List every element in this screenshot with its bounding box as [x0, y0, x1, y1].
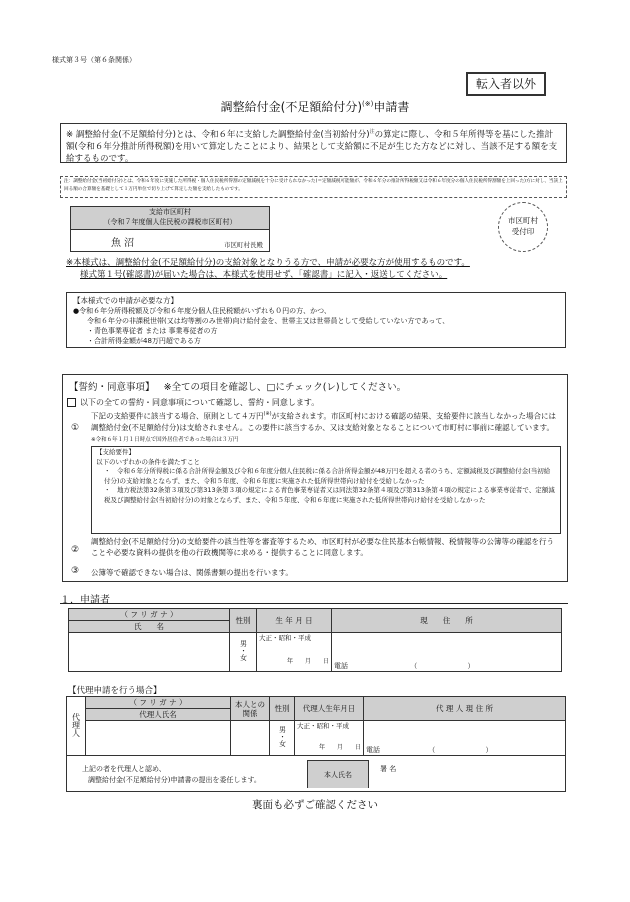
required-item-3: ・青色事業専従者 または 事業専従者の方	[87, 327, 218, 335]
agreement-check-text: 以下の全ての誓約・同意事項について確認し、誓約・同意します。	[80, 398, 320, 407]
form-number: 様式第３号（第６条関係）	[52, 56, 136, 64]
proxy-sex-field[interactable]: 男・女	[270, 721, 295, 756]
municipality-header-2: （令和７年度個人住民税の課税市区町村）	[103, 218, 237, 226]
proxy-section-title: 【代理申請を行う場合】	[68, 686, 162, 696]
delegation-text: 上記の者を代理人と認め、 調整給付金(不足額給付分)申請書の提出を委任します。	[82, 765, 261, 784]
required-box	[66, 292, 566, 348]
municipality-name: 魚 沼	[111, 238, 135, 249]
municipality-box	[70, 206, 270, 252]
requirements-title: 【支給要件】	[96, 448, 135, 456]
item2-text: 調整給付金(不足額給付分)の支給要件の該当性等を審査等するため、市区町村が必要な住民基本台帳情報、税情報等の公簿等の確認を行うことや必要な資料の提供を他の行政機関等に求める・提供することに同意します。	[91, 537, 555, 557]
proxy-name-label: 代理人氏名	[86, 709, 231, 721]
reception-stamp-circle	[498, 202, 548, 252]
requirement-line-2: ・ 地方税法第32条第３項及び第313条第３項の規定による青色事業専従者又は同法第32条第４項及び第313条第４項の規定による事業専従者で、定額減税及び調整給付金(当初給付分)の対象とならず、また、令和５年度、令和６年度に実施された低所得世帯向け給付を受給しなかった	[104, 486, 555, 504]
proxy-sex-label: 性別	[270, 697, 295, 721]
proxy-furigana-label: （ フ リ ガ ナ ）	[86, 697, 231, 709]
municipality-header-1: 支給市区町村	[149, 208, 191, 216]
signature-label: 署 名	[380, 765, 397, 773]
proxy-dob-label: 代理人生年月日	[295, 697, 364, 721]
transfer-stamp: 転入者以外	[466, 72, 546, 96]
requirement-line-1: ・ 令和６年分所得税に係る合計所得金額及び令和６年度分個人住民税に係る合計所得金額が48万円を超える者のうち、定額減税及び調整給付金(当初給付分)の支給対象とならず、また、令和５年度、令和６年度に実施された低所得世帯向け給付を受給しなかった	[104, 467, 551, 485]
proxy-relation-label: 本人との関係	[231, 697, 270, 721]
applicant-phone-label: 電話	[334, 662, 348, 670]
proxy-dob-field[interactable]: 大正・昭和・平成 年 月 日	[295, 721, 364, 756]
page-title: 調整給付金(不足額給付分)(※)申請書	[220, 100, 410, 114]
proxy-phone-label: 電話	[366, 746, 380, 754]
note-small: 注：調整給付金(当初給付分)とは、令和６年度に実施した所得税・個人住民税所得割の定額減税を十分に受けられなかった(＝定額減税可能額が、令和６年分の推計所得税額又は令和６年度分の個人住民税所得割額を上回った)方に対し、当該上回る額の合算額を基礎として１万円単位で切り上げて算定した額を支給したものです。	[60, 176, 567, 198]
item1-number: ①	[71, 423, 80, 433]
applicant-dob-field[interactable]: 大正・昭和・平成 年 月 日	[257, 633, 332, 672]
applicant-address-field[interactable]: 電話 （ ）	[332, 633, 562, 672]
stamp-line-1: 市区町村	[508, 216, 538, 225]
agreement-checkbox[interactable]	[67, 398, 76, 407]
proxy-table	[66, 696, 566, 756]
required-item-2: 令和６年分の非課税世帯(又は均等割のみ世帯)向け給付金を、世帯主又は世帯員として受給していない方であって、	[87, 317, 450, 325]
applicant-sex-label: 性別	[230, 609, 257, 633]
proxy-side-label: 代理人	[67, 697, 86, 756]
proxy-relation-field[interactable]	[231, 721, 270, 756]
proxy-address-label: 代 理 人 現 住 所	[364, 697, 566, 721]
applicant-table	[68, 608, 562, 672]
agreement-check-row[interactable]	[67, 397, 319, 408]
item3-text: 公簿等で確認できない場合は、関係書類の提出を行います。	[91, 568, 293, 577]
required-item-1: ●令和６年分所得税額及び令和６年度分個人住民税額がいずれも０円の方、かつ、	[73, 307, 331, 315]
required-title: 【本様式での申請が必要な方】	[73, 296, 178, 305]
intro-box: ※ 調整給付金(不足額給付分)とは、令和６年に支給した調整給付金(当初給付分)$^注$の算定に際し、令和５年所得等を基にした推計額(令和６年分推計所得税額)を用いて算定したことにより、結果として支給額に不足が生じた方などに対し、当該不足する額を支給するものです。	[60, 123, 567, 163]
applicant-address-label: 現 住 所	[332, 609, 562, 633]
applicant-name-field[interactable]	[69, 633, 230, 672]
notice-line-1: ※本様式は、調整給付金(不足額給付分)の支給対象となりうる方で、申請が必要な方が使用するものです。	[66, 258, 470, 268]
section-rule	[60, 603, 568, 604]
mayor-label: 市区町村長殿	[224, 241, 263, 249]
applicant-section-title: １．申請者	[60, 595, 110, 606]
requirement-line-0: 以下のいずれかの条件を満たすこと	[96, 457, 200, 466]
notice-line-2: 様式第１号(確認書)が届いた場合は、本様式を使用せず、「確認書」に記入・返送してください。	[80, 270, 448, 280]
requirements-box	[91, 446, 561, 534]
item3-number: ③	[71, 566, 80, 576]
required-item-4: ・合計所得金額が48万円超である方	[87, 337, 201, 345]
signature-field[interactable]	[372, 764, 562, 788]
proxy-name-field[interactable]	[86, 721, 231, 756]
stamp-line-2: 受付印	[511, 227, 535, 236]
footer-note: 裏面も必ずご確認ください	[252, 799, 378, 811]
agreement-title: 【誓約・同意事項】 ※全ての項目を確認し、□にチェック(レ)してください。	[69, 382, 407, 393]
proxy-address-field[interactable]: 電話 （ ）	[364, 721, 566, 756]
agreement-box	[62, 374, 568, 582]
item1-text: 下記の支給要件に該当する場合、原則として４万円(※)が支給されます。市区町村における確認の結果、支給要件に該当しなかった場合には調整給付金(不足額給付分)は支給されません。この要件に該当するか、又は支給対象となることについて市町村に事前に確認しています。※令和６年１月１日時点で国外居住者であった場合は３万円	[91, 411, 556, 443]
item2-number: ②	[71, 545, 80, 555]
applicant-furigana-label: （ フ リ ガ ナ ）	[69, 609, 230, 621]
applicant-dob-label: 生 年 月 日	[257, 609, 332, 633]
applicant-sex-field[interactable]: 男・女	[230, 633, 257, 672]
applicant-name-label: 氏 名	[69, 621, 230, 633]
principal-name-label: 本人氏名	[307, 760, 369, 788]
